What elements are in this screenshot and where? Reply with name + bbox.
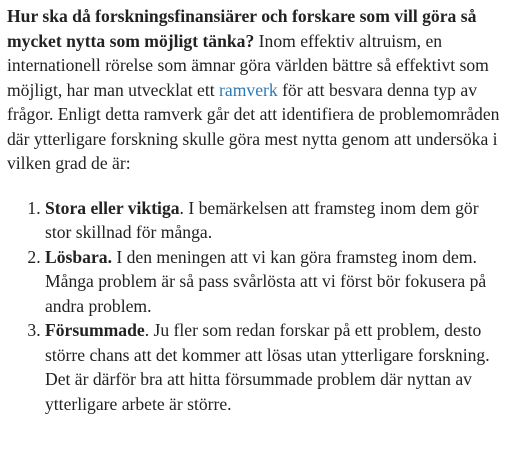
criteria-list <box>7 196 506 417</box>
criterion-description: I bemärkelsen att framsteg inom dem gör stor skillnad för många. <box>45 197 479 242</box>
ramverk-link[interactable]: ramverk <box>219 79 278 100</box>
list-item <box>45 196 506 245</box>
list-item <box>45 318 506 416</box>
list-item <box>45 245 506 319</box>
criterion-punct: . <box>144 320 150 340</box>
intro-text-after-link: för att besvara denna typ av frågor. Enligt detta ramverk går det att identifiera de problemområden där ytterligare forskning skulle göra mest nytta genom att undersöka i vilken grad de är: <box>7 79 500 173</box>
intro-paragraph <box>7 4 506 176</box>
criterion-description: I den meningen att vi kan göra framsteg inom dem. Många problem är så pass svårlösta att vi först bör fokusera på andra problem. <box>45 246 487 316</box>
criterion-term: Stora eller viktiga <box>45 197 180 218</box>
criterion-description: Ju fler som redan forskar på ett problem, desto större chans att det kommer att lösas utan ytterligare forskning. Det är därför bra att hitta försummade problem där nyttan av ytterligare arbete är större. <box>45 320 490 414</box>
intro-text-before-link: Inom effektiv altruism, en internationell rörelse som ämnar göra världen bättre så effektivt som möjligt, har man utvecklat ett <box>7 30 489 100</box>
criterion-term: Försummade <box>45 320 145 340</box>
criterion-punct: . <box>179 197 184 218</box>
intro-question: Hur ska då forskningsfinansiärer och forskare som vill göra så mycket nytta som möjligt tänka? <box>7 6 477 51</box>
criterion-term: Lösbara. <box>45 246 112 267</box>
